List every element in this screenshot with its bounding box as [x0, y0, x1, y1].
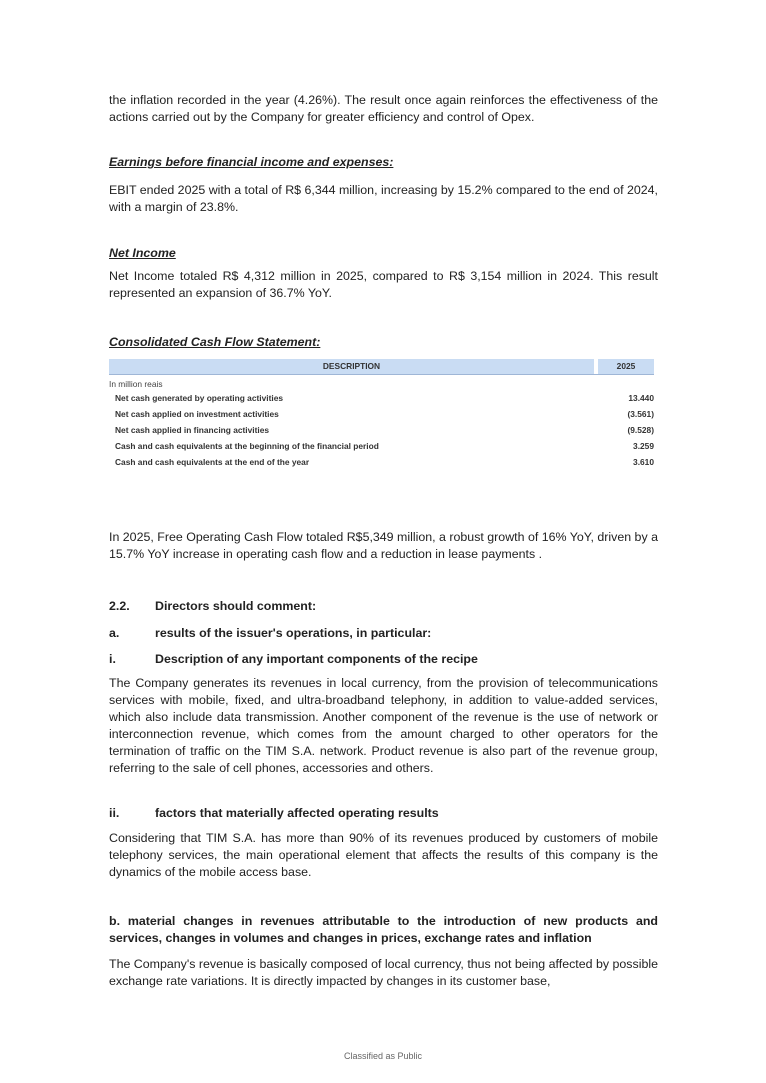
item-b-paragraph [109, 956, 658, 990]
table-unit-note: In million reais [109, 379, 163, 389]
table-row [115, 409, 654, 421]
table-row [115, 393, 654, 405]
item-a-title: results of the issuer's operations, in particular: [155, 626, 432, 640]
row-value: (9.528) [627, 425, 654, 435]
row-value: 3.259 [633, 441, 654, 451]
item-b-heading: b. material changes in revenues attributable to the introduction of new products and services, changes in volumes and changes in prices, exchange rates and inflation [109, 914, 658, 945]
classification-footer: Classified as Public [343, 1051, 423, 1061]
row-value: 13.440 [628, 393, 654, 403]
item-i-title: Description of any important components of the recipe [155, 652, 478, 666]
item-a-number: a. [109, 626, 120, 640]
item-i-number: i. [109, 652, 116, 666]
intro-paragraph [109, 92, 658, 126]
net-income-text: Net Income totaled R$ 4,312 million in 2025, compared to R$ 3,154 million in 2024. This result represented an expansion of 36.7% YoY. [109, 269, 658, 300]
intro-text: the inflation recorded in the year (4.26%). The result once again reinforces the effectiveness of the actions carried out by the Company for greater efficiency and control of Opex. [109, 93, 658, 124]
row-label: Net cash applied on investment activities [115, 409, 279, 419]
row-label: Cash and cash equivalents at the beginning of the financial period [115, 441, 379, 451]
item-ii-number: ii. [109, 806, 120, 820]
ebit-text: EBIT ended 2025 with a total of R$ 6,344 million, increasing by 15.2% compared to the end of 2024, with a margin of 23.8%. [109, 183, 658, 214]
item-b-text: The Company's revenue is basically composed of local currency, thus not being affected by possible exchange rate variations. It is directly impacted by changes in its customer base, [109, 957, 658, 988]
item-i-text: The Company generates its revenues in local currency, from the provision of telecommunications services with mobile, fixed, and ultra-broadband telephony, in addition to value-added services, which also include data transmission. Another component of the revenue is the use of network or interconnection revenue, which comes from the amount charged to other operators for the termination of traffic on the TIM S.A. network. Product revenue is also part of the revenue group, referring to the sale of cell phones, accessories and others. [109, 676, 658, 775]
net-income-heading: Net Income [109, 246, 176, 260]
row-value: 3.610 [633, 457, 654, 467]
item-ii-text: Considering that TIM S.A. has more than 90% of its revenues produced by customers of mobile telephony services, the main operational element that affects the results of this company is the dynamics of the mobile access base. [109, 831, 658, 879]
net-income-paragraph [109, 268, 658, 302]
item-a-heading [109, 625, 658, 642]
table-row [115, 457, 654, 469]
table-row [115, 425, 654, 437]
cash-flow-heading: Consolidated Cash Flow Statement: [109, 335, 321, 349]
item-b-heading-block [109, 913, 658, 947]
item-ii-paragraph [109, 830, 658, 881]
section-2-2-heading [109, 598, 658, 615]
item-i-paragraph [109, 675, 658, 777]
fcf-paragraph [109, 529, 658, 563]
row-label: Net cash generated by operating activities [115, 393, 284, 403]
header-divider [109, 374, 654, 375]
ebit-heading: Earnings before financial income and expenses: [109, 155, 394, 169]
table-header [109, 359, 658, 374]
row-value: (3.561) [627, 409, 654, 419]
item-i-heading [109, 651, 658, 668]
fcf-text: In 2025, Free Operating Cash Flow totaled R$5,349 million, a robust growth of 16% YoY, driven by a 15.7% YoY increase in operating cash flow and a reduction in lease payments . [109, 530, 658, 561]
item-ii-heading [109, 805, 658, 822]
row-label: Cash and cash equivalents at the end of the year [115, 457, 310, 467]
cash-flow-table [109, 359, 658, 467]
column-header-description: DESCRIPTION [109, 359, 594, 374]
column-header-year: 2025 [598, 359, 654, 374]
ebit-paragraph [109, 182, 658, 216]
section-number: 2.2. [109, 599, 130, 613]
item-ii-title: factors that materially affected operating results [155, 806, 439, 820]
section-title: Directors should comment: [155, 599, 317, 613]
table-row [115, 441, 654, 453]
row-label: Net cash applied in financing activities [115, 425, 270, 435]
